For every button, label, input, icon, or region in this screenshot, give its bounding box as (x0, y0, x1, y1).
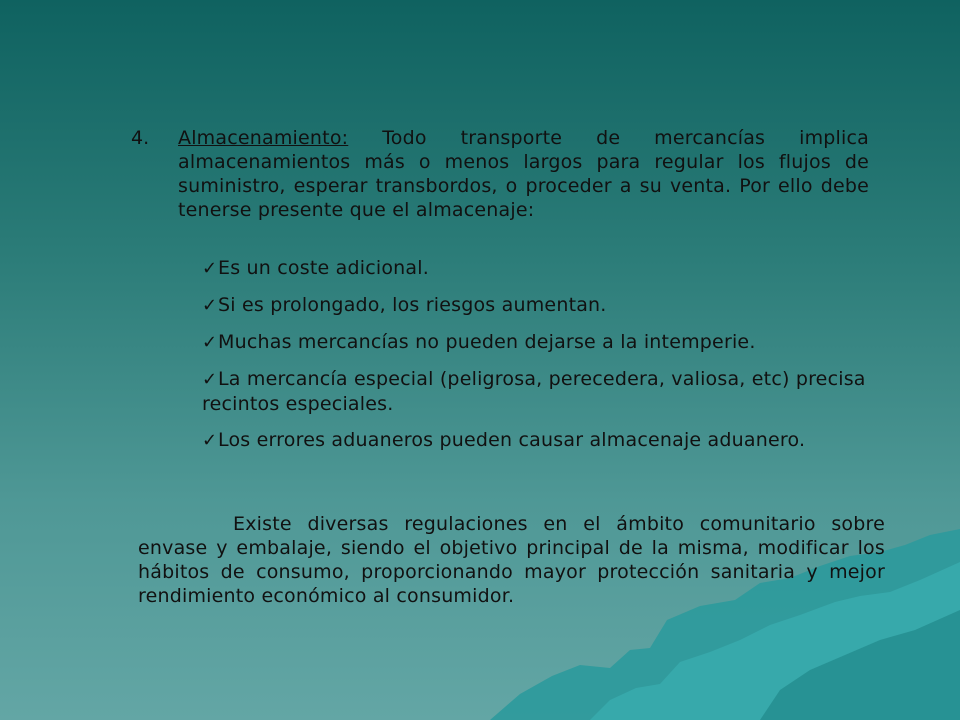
checklist-item (202, 428, 882, 453)
check-icon: ✓ (202, 258, 218, 279)
checklist-item-text: Los errores aduaneros pueden causar almacenaje aduanero. (218, 429, 806, 451)
checklist-item-text: La mercancía especial (peligrosa, perecedera, valiosa, etc) precisa recintos especiales. (202, 368, 866, 415)
checklist-item (202, 330, 882, 355)
check-icon: ✓ (202, 369, 218, 390)
checklist-item-text: Muchas mercancías no pueden dejarse a la intemperie. (218, 331, 756, 353)
closing-paragraph: Existe diversas regulaciones en el ámbito comunitario sobre envase y embalaje, siendo el objetivo principal de la misma, modificar los hábitos de consumo, proporcionando mayor protección sanitaria y mejor rendimiento económico al consumidor. (138, 513, 885, 607)
checklist (202, 256, 882, 465)
item-paragraph (178, 126, 869, 222)
checklist-item-text: Es un coste adicional. (218, 257, 429, 279)
checklist-item (202, 367, 882, 416)
check-icon: ✓ (202, 295, 218, 316)
checklist-item-text: Si es prolongado, los riesgos aumentan. (218, 294, 607, 316)
item-title: Almacenamiento: (178, 127, 349, 149)
check-icon: ✓ (202, 430, 218, 451)
item-number: 4. (131, 127, 150, 149)
checklist-item (202, 293, 882, 318)
checklist-item (202, 256, 882, 281)
check-icon: ✓ (202, 332, 218, 353)
item-body: Todo transporte de mercancías implica almacenamientos más o menos largos para regular los flujos de suministro, esperar transbordos, o proceder a su venta. Por ello debe tenerse presente que el almacenaje: (178, 127, 869, 221)
